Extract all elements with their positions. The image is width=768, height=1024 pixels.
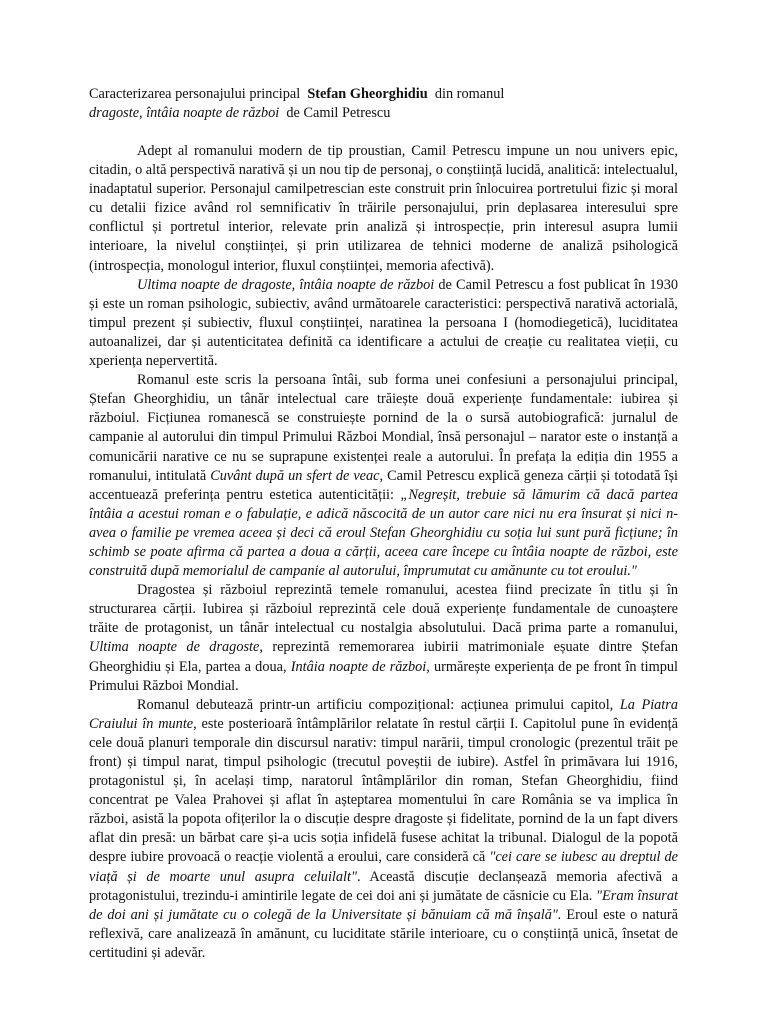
text-run: Eroul este o natură reflexivă, care analizează în amănunt, cu luciditate stările interioare, cu o conștiință unică, însetat de certitudini și adevăr. (89, 906, 678, 961)
italic-text: Cuvânt după un sfert de veac (210, 467, 380, 484)
title-line-2 (89, 104, 678, 123)
text-run: urmărește experiența de pe front în timpul Primului Război Mondial. (89, 658, 678, 694)
text-run: , Camil Petrescu explică geneza cărții și totodată își accentuează preferința pentru estetica autenticității: (89, 467, 678, 503)
text-run: de Camil Petrescu a fost publicat în 1930 și este un roman psihologic, subiectiv, având următoarele caracteristici: perspectivă narativă actorială, timpul prezent și subiectiv, fluxul conștiinței, naratinea la persoana I (homodiegetică), luciditatea autoanalizei, dar și autenticitatea definită ca identificare a actului de creație cu realitatea vieții, cu xperiența nepervertită. (89, 276, 678, 370)
paragraph-1 (89, 142, 678, 276)
italic-text: "cei care se iubesc au dreptul de viață și de moarte unul asupra celuilalt" (89, 849, 678, 885)
author-name: de Camil Petrescu (286, 105, 391, 121)
paragraph-5 (89, 696, 678, 963)
italic-text: Intâia noapte de război, (290, 658, 430, 675)
italic-text: Ultima noapte de dragoste (89, 639, 260, 656)
title-line-1 (89, 85, 678, 104)
text-run: . Această discuție declanșează memoria afectivă a protagonistului, trezindu-i amintirile legate de cei doi ani și jumătate de căsnicie cu Ela. (89, 868, 678, 904)
text-run: Dragostea și războiul reprezintă temele romanului, acestea fiind precizate în titlu și în structurarea cărții. Iubirea și războiul reprezintă cele două experiențe fundamentale de cunoaștere trăite de protagonist, un tânăr intelectual cu nostalgia absolutului. Dacă prima parte a romanului, (89, 582, 678, 637)
paragraph-2 (89, 276, 678, 371)
title-prefix: Caracterizarea personajului principal (89, 86, 301, 102)
text-run: , reprezintă rememorarea iubirii matrimoniale eșuate dintre Ștefan Gheorghidiu și Ela, partea a doua, (89, 639, 678, 675)
novel-title: dragoste, întâia noapte de război (89, 105, 280, 121)
italic-text: Ultima noapte de dragoste, întâia noapte de război (137, 276, 435, 293)
italic-text: "Eram însurat de doi ani și jumătate cu o colegă de la Universitate și bănuiam că mă înșală". (89, 887, 678, 923)
text-run: este posterioară întâmplărilor relatate în restul cărții I. Capitolul pune în evidență cele două planuri temporale din discursul narativ: timpul narării, timpul cronologic (prezentul trăit pe front) și timpul narat, timpul psihologic (trecutul poveștii de iubire). Astfel în primăvara lui 1916, protagonistul și, în același timp, naratorul întâmplărilor din roman, Stefan Gheorghidiu, fiind concentrat pe Valea Prahovei și aflat în așteptarea momentului în care România se va implica în război, asistă la popota ofițerilor la o discuție despre dragoste și fidelitate, pornind de la un fapt divers aflat din presă: un bărbat care și-a ucis soția infidelă fusese achitat la tribunal. Dialogul de la popotă despre iubire provoacă o reacție violentă a eroului, care consideră că (89, 715, 678, 866)
text-run: Romanul debutează printr-un artificiu compozițional: acțiunea primului capitol, (137, 696, 620, 713)
character-name: Stefan Gheorghidiu (307, 86, 428, 102)
document-body (89, 142, 678, 963)
paragraph-4 (89, 581, 678, 696)
document-page (89, 85, 678, 963)
italic-text: La Piatra Craiului în munte, (89, 696, 678, 732)
italic-text: „Negreșit, trebuie să lămurim că dacă partea întâia a acestui roman e o fabulație, e adică născocită de un autor care nici nu era însurat și nici n-avea o familie pe vremea aceea și deci că eroul Stefan Gheorghidiu cu soția lui sunt pură ficțiune; în schimb se poate afirma că partea a doua a cărții, aceea care începe cu întâia noapte de război, este construită după memorialul de campanie al autorului, împrumutat cu amănunte cu tot eroului." (89, 486, 678, 580)
text-run: Romanul este scris la persoana întâi, sub forma unei confesiuni a personajului principal, Ștefan Gheorghidiu, un tânăr intelectual care trăiește două experiențe fundamentale: iubirea și războiul. Ficțiunea romanescă se construiește pornind de la o sursă autobiografică: jurnalul de campanie al autorului din timpul Primului Război Mondial, însă personajul – narator este o instanță a comunicării narative ce nu se suprapune existenței reale a autorului. În prefața la ediția din 1955 a romanului, intitulată (89, 372, 678, 484)
title-after-name: din romanul (434, 86, 505, 102)
paragraph-3 (89, 371, 678, 581)
document-title (89, 85, 678, 123)
text-run: Adept al romanului modern de tip proustian, Camil Petrescu impune un nou univers epic, citadin, o altă perspectivă narativă și un nou tip de personaj, o conștiință lucidă, analitică: intelectualul, inadaptatul superior. Personajul camilpetrescian este construit prin înlocuirea portretului fizic și moral cu detalii fizice având rol semnificativ în trăirile personajului, prin deplasarea interesului spre conflictul și portretul interior, relevate prin analiză și introspecție, prin interesul asupra lumii interioare, la nivelul conștiinței, și prin utilizarea de tehnici moderne de analiză psihologică (introspecția, monologul interior, fluxul conștiinței, memoria afectivă). (89, 143, 678, 274)
